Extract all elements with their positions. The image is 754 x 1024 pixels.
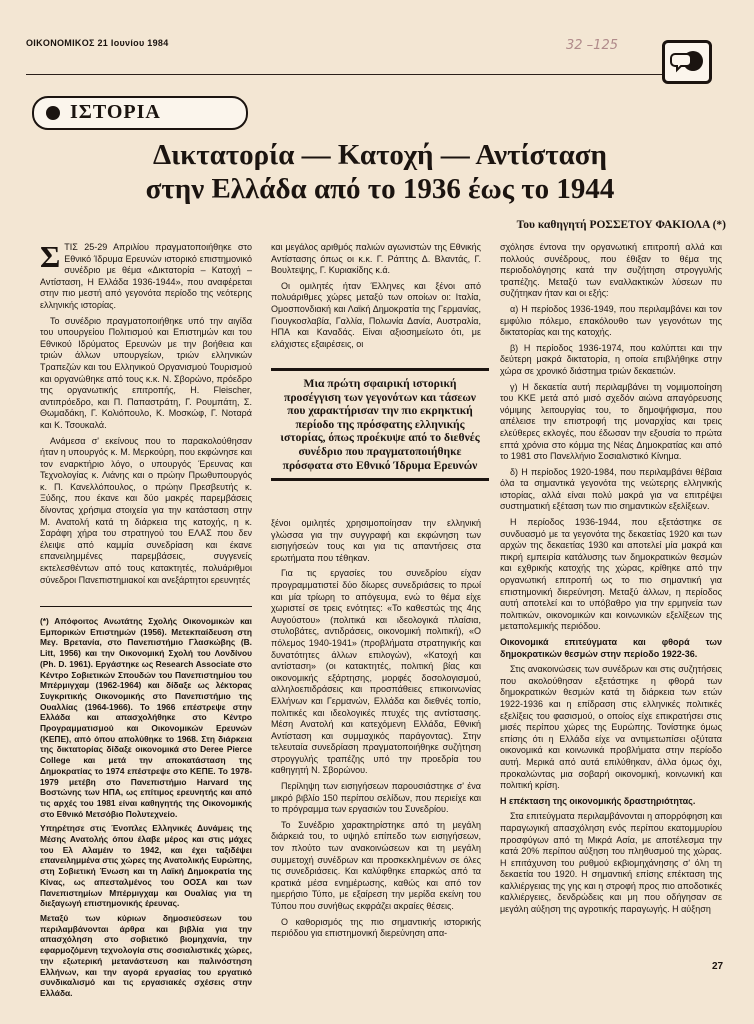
headline bbox=[40, 138, 720, 206]
paragraph: ξένοι ομιλητές χρησιμοποίησαν την ελληνική γλώσσα για την συγγραφή και εκφώνηση των εισηγήσεών τους και για τις απαντήσεις στα ερωτήματα που τέθηκαν. bbox=[271, 518, 481, 563]
dropcap: Σ bbox=[40, 239, 61, 274]
headline-line-2: στην Ελλάδα από το 1936 έως το 1944 bbox=[145, 173, 615, 205]
pull-quote: Μια πρώτη σφαιρική ιστορική προσέγγιση των γεγονότων και τάσεων που χαρακτήρισαν την πιο εκρηκτική περίοδο της πρόσφατης ελληνικής ιστορίας, όπως προέκυψε από το διεθνές συνέδριο που πραγματοποιήθηκε πρόσφατα στο Εθνικό Ίδρυμα Ερευνών bbox=[271, 368, 489, 481]
paragraph: Ο καθορισμός της πιο σημαντικής ιστορικής περιόδου για επιστημονική διερεύνηση απα- bbox=[271, 916, 481, 939]
page-number: 27 bbox=[712, 961, 724, 972]
paragraph: Οι ομιλητές ήταν Έλληνες και ξένοι από πολυάριθμες χώρες μεταξύ των οποίων οι: Ιταλία, Ομοσπονδιακή και Λαϊκή Δημοκρατία της Γερμανίας, Γιουγκοσλαβία, Γαλλία, Πολωνία Δανία, Αυστραλία, ΗΠΑ και Καναδάς. Είναι αξιοσημείωτο ότι, με ελάχιστες εξαιρέσεις, οι bbox=[271, 280, 481, 349]
footnote-paragraph: Μεταξύ των κύριων δημοσιεύσεων του περιλαμβάνονται άρθρα και βιβλία για την απασχόληση στο σοβιετικό βιομηχανία, την εφαρμοζόμενη τεχνολογία στις σοσιαλιστικές χώρες, την εξωτερική μετανάστευση και παλινόστηση Ελλήνων, και την αγορά εργασίας του εργατικό συνδικαλισμό και τις εργασιακές σχέσεις στην Ελλάδα. bbox=[40, 912, 252, 998]
headline-line-1: Δικτατορία — Κατοχή — Αντίσταση bbox=[152, 139, 608, 171]
masthead: OIKONOMIKOΣ 21 Ιουνίου 1984 bbox=[26, 38, 169, 48]
paragraph: σχόλησε έντονα την οργανωτική επιτροπή αλλά και πολλούς συνέδρους, που έθιξαν το θέμα της περιοδολόγησης κατά την συζήτηση στρογγυλής τραπέζης. Μεταξύ των εναλλακτικών λύσεων πυ συζήτηκαν ήταν και οι εξής: bbox=[500, 242, 722, 299]
paragraph: Η περίοδος 1936-1944, που εξετάστηκε σε συνδυασμό με τα γεγονότα της δεκαετίας 1920 και των αρχών της δεκαετίας 1930 και αποτελεί μία μακρά και πικρή εμπειρία κατάλυσης των δημοκρατικών θεσμών και εχθρικής κατοχής της χώρας, κρίθηκε από την οργανωτική επιτροπή ως το πιο σημαντική για επιστημονική διερεύνηση. Μεταξύ άλλων, η περίοδος αυτή αποτελεί και το υπόβαθρο για την ερμηνεία των πολιτικών, οικονομικών και κοινωνικών εξελίξεων της μεταπολεμικής περιόδου. bbox=[500, 517, 722, 632]
footnote-rule bbox=[40, 606, 252, 607]
paragraph: Στα επιτεύγματα περιλαμβάνονται η απορρόφηση και παραγωγική απασχόληση ενός περίπου εκατομμυρίου προσφύγων από τη Μικρά Ασία, με αποτέλεσμα την κατά 20% περίπου αύξηση του πληθυσμού της χώρας. Η επιτάχυνση του ρυθμού εκβιομηχάνησης σ' όλη τη δεκαετία του 1920. Η σημαντική επίσης επέκταση της καλλιέργειας της γης και η στροφή προς πιο αποδοτικές καλλιέργειες, δενδρώδεις και μη που οδήγησαν σε μεγάλη αύξηση της αγροτικής παραγωγής. Η αύξηση bbox=[500, 811, 722, 915]
column-1 bbox=[40, 239, 252, 590]
handwritten-note: 32 –125 bbox=[566, 38, 618, 53]
column-2-top bbox=[271, 242, 481, 354]
header-rule bbox=[26, 74, 668, 75]
paragraph: Περίληψη των εισηγήσεων παρουσιάστηκε σ' ένα μικρό βιβλίο 150 περίπου σελίδων, που περιείχε και το πρόγραμμα των εργασιών του Συνεδρίου. bbox=[271, 781, 481, 815]
speech-profile-icon bbox=[662, 40, 712, 84]
footnote-paragraph: Υπηρέτησε στις Ένοπλες Ελληνικές Δυνάμεις της Μέσης Ανατολής όπου έλαβε μέρος και στις μάχες του Ελ Αλαμέιν το 1942, και έχει ταξιδέψει επανειλημμένα στις χώρες της Ανατολικής Ευρώπης, στη Σοβιετική Ένωση και τη Λαϊκή Δημοκρατία της Κίνας, ως απεσταλμένος του ΟΟΣΑ και των Πανεπιστημίων Μπέρμιγχαμ και Ουαλίας για τη διεξαγωγή επιστημονικής έρευνας. bbox=[40, 823, 252, 909]
paragraph: γ) Η δεκαετία αυτή περιλαμβάνει τη νομιμοποίηση του ΚΚΕ μετά από μισό σχεδόν αιώνα απαγόρευσης νόμιμης λειτουργίας του, το δημοψήφισμα, που απέλεισε την επιστροφή της μοναρχίας και τρεις ελεύθερες εκλογές, που έδωσαν την εξουσία το πρώτα επτά χρόνια στο κόμμα της Νέας Δημοκρατίας και από το 1981 στο Πανελλήνιο Σοσιαλιστικό Κίνημα. bbox=[500, 381, 722, 462]
paragraph: δ) Η περίοδος 1920-1984, που περιλαμβάνει θέβαια όλα τα σημαντικά γεγονότα της νεώτερης ελληνικής ιστορίας, αλλά είναι πολύ μακρά για να επιτρέψει συστηματική εξέταση των πιο σημαντικών εξελίξεων. bbox=[500, 466, 722, 512]
paragraph: Το Συνέδριο χαρακτηρίστηκε από τη μεγάλη διάρκειά του, το υψηλό επίπεδο των εισηγήσεων, τον πλούτο των ανακοινώσεων και τη μεγάλη συμμετοχή συνέδρων και προσκεκλημένων σε όλες τις συνεδριάσεις. Και καλύφθηκε επαρκώς από τα κρατικά μέσα ενημέρωσης, καθώς και από τον ημερήσιο Τύπο, με εξαίρεση την μερίδα εκείνη του Τύπου που συνήθως εκφράζει ακραίες θέσεις. bbox=[271, 819, 481, 911]
author-footnote bbox=[40, 616, 252, 1003]
paragraph: Ανάμεσα σ' εκείνους που το παρακολούθησαν ήταν η υπουργός κ. Μ. Μερκούρη, που εκφώνησε και τον εναρκτήριο λόγο, ο υπουργός Έρευνας και Τεχνολογίας κ. Λιάνης και ο πρώην Πρωθυπουργός κ. Π. Κανελλόπουλος, ο πρώην Πρεσβευτής κ. Ξύδης, που έκανε και δύο μακρές παρεμβάσεις δίνοντας χρήσιμα στοιχεία για την κατάσταση στην Μ. Ανατολή κατά τη διάρκεια της κατοχής, η κ. Σαράφη χήρα του στρατηγού του ΕΛΑΣ που δεν έλειψε από καμμία συνεδρίαση και έκανε επανειλημμένες παρεμβάσεις, συγγενείς εκτελεσθέντων από τους κατακτητές, πολυάριθμοι σύνεδροι Πανεπιστημιακοί και ανεξάρτητοι ερευνητές bbox=[40, 435, 252, 585]
paragraph: Για τις εργασίες του συνεδρίου είχαν προγραμματιστεί δύο δίωρες συνεδριάσεις το πρωί και μία τρίωρη το απόγευμα, ενώ το θέμα είχε χωριστεί σε τρεις ενότητες: «Το καθεστώς της 4ης Αυγούστου» (πολιτικά και ιδεολογικά πλαίσια, στυλοβάτες, αντιδράσεις, οικονομική πολιτική), «Ο πόλεμος 1940-1941» (προβλήματα στρατηγικής και δυνατότητες άλλων επιλογών), «Κατοχή και αντίσταση» (οι κατακτητές, πολιτική βίας και οικονομικής εξάρτησης, μορφές δοσολογισμού, αλληλοεπιδράσεις και προσπάθειες επικοινωνίας Ελλήνων και Γερμανών, Ελλάδα και διεθνές τοπίο, πολιτικές και ιδεολογικές πτυχές της αντίστασης. Μέση Ανατολή και κατεχόμενη Ελλάδα, Εθνική Αντίσταση και συμμαχικός παράγοντας). Στην τελευταία συνεδρίαση πραγματοποιήθηκε συζήτηση στρογγυλής τραπέζης υπό την προεδρία του καθηγητή Ν. Σβορώνου. bbox=[271, 568, 481, 776]
paragraph: και μεγάλος αριθμός παλιών αγωνιστών της Εθνικής Αντίστασης όπως οι κ.κ. Γ. Ράπτης Δ. Βλαντάς, Γ. Βουλτεψης, Γ. Κυριακίδης κ.ά. bbox=[271, 242, 481, 276]
footnote-paragraph: (*) Απόφοιτος Ανωτάτης Σχολής Οικονομικών και Εμπορικών Επιστημών (1956). Μετεκπαίδευση στη Μεγ. Βρετανία, στο Πανεπιστήμιο Γλασκώβης (B. Litt, 1956) και την Οικονομική Σχολή του Λονδίνου (Ph. D. 1961). Εργάστηκε ως Research Associate στο Κέντρο Σοβιετικών Σπουδών του Πανεπιστημίου του Μπέρμιγχαμ (1962-1964) και δίδαξε ως λέκτορας Συγκριτικής Οικονομικής στο Πανεπιστήμιο της Ουαλλίας (1964-1966). Το 1966 επέστρεψε στην Ελλάδα και απασχολήθηκε στο Κέντρο Προγραμματισμού και Οικονομικών Ερευνών (ΚΕΠΕ), από όπου απολύθηκε το 1968. Στη διάρκεια της δικτατορίας δίδαξε οικονομικά στο Deree Pierce College και μετά την αποκατάσταση της Δημοκρατίας το 1974 επέστρεψε στο ΚΕΠΕ. Το 1978-1979 μετέβη στο Πανεπιστήμιο Harvard της Βοστώνης των ΗΠΑ, ως επίτιμος ερευνητής και από τις αρχές του 1981 είναι καθηγητής της Οικονομικής στο Εθνικό Μετσόβιο Πολυτεχνείο. bbox=[40, 616, 252, 819]
section-label: ΙΣΤΟΡΙΑ bbox=[70, 101, 161, 123]
section-tag bbox=[32, 96, 248, 130]
paragraph: β) Η περίοδος 1936-1974, που καλύπτει και την δεύτερη μακρά δικτατορία, η οποία επιβλήθηκε στην χώρα σε χρονικό διάστημα τριών δεκαετιών. bbox=[500, 342, 722, 376]
intro-paragraph: ΣΤΙΣ 25-29 Απριλίου πραγματοποιήθηκε στο Εθνικό Ίδρυμα Ερευνών ιστορικό επιστημονικό συνέδριο με θέμα «Δικτατορία – Κατοχή – Αντίσταση, Η Ελλάδα 1936-1944», που αναφέρεται στην πιο μεστή από γεγονότα περίοδο της νεότερης ελληνικής ιστορίας. bbox=[40, 239, 252, 310]
paragraph: Το συνέδριο πραγματοποιήθηκε υπό την αιγίδα του υπουργείου Πολιτισμού και Επιστημών και του Εθνικού Ιδρύματος Ερευνών με την βοήθεια και τριών άλλων υπουργείων, τριών ελληνικών Τραπεζών και του Ελληνικού Οργανισμού Τουρισμού και οργανώθηκε από τους κ.κ. Ν. Σβορώνο, πρόεδρο της οργανωτικής επιτροπής, H. Fleischer, αντιπρόεδρο, και Π. Παπαστράτη, Γ. Ρουμπάτη, Σ. Θωμαδάκη, Γ. Κολιόπουλο, Κ. Μοσκώφ, Γ. Νοταρά και Κ. Τσουκαλά. bbox=[40, 315, 252, 430]
paragraph: Στις ανακοινώσεις των συνέδρων και στις συζητήσεις που ακολούθησαν εξετάστηκε η φθορά των δημοκρατικών θεσμών κατά τη διάρκεια των ετών 1922-1936 και η επίδραση στις ελληνικές πολιτικές εξελίξεις του φασισμού, ο οποίος είχε επικρατήσει στις μισές περίπου χώρες της Ευρώπης. Τονίστηκε όμως επίσης ότι η Ελλάδα είχε να αντιμετωπίσει οξύτατα οικονομικά και κοινωνικά προβλήματα στην περίοδο αυτή. Μερικά από αυτά επιλύθηκαν, άλλα όμως όχι, προκαλώντας μια σοβαρή οικονομική, κοινωνική και πολιτική κρίση. bbox=[500, 664, 722, 791]
byline: Του καθηγητή ΡΟΣΣΕΤΟΥ ΦΑΚΙΟΛΑ (*) bbox=[516, 219, 726, 231]
paragraph: α) Η περίοδος 1936-1949, που περιλαμβάνει και τον εμφύλιο πόλεμο, επακόλουθο των γεγονότων της δικτατορίας και της κατοχής. bbox=[500, 303, 722, 338]
column-3 bbox=[500, 242, 722, 920]
subheading: Η επέκταση της οικονομικής δραστηριότητας. bbox=[500, 795, 696, 806]
subheading: Οικονομικά επιτεύγματα και φθορά των δημοκρατικών θεσμών στην περίοδο 1922-36. bbox=[500, 637, 722, 659]
bullet-icon bbox=[46, 106, 60, 120]
column-2-bottom bbox=[271, 518, 481, 944]
